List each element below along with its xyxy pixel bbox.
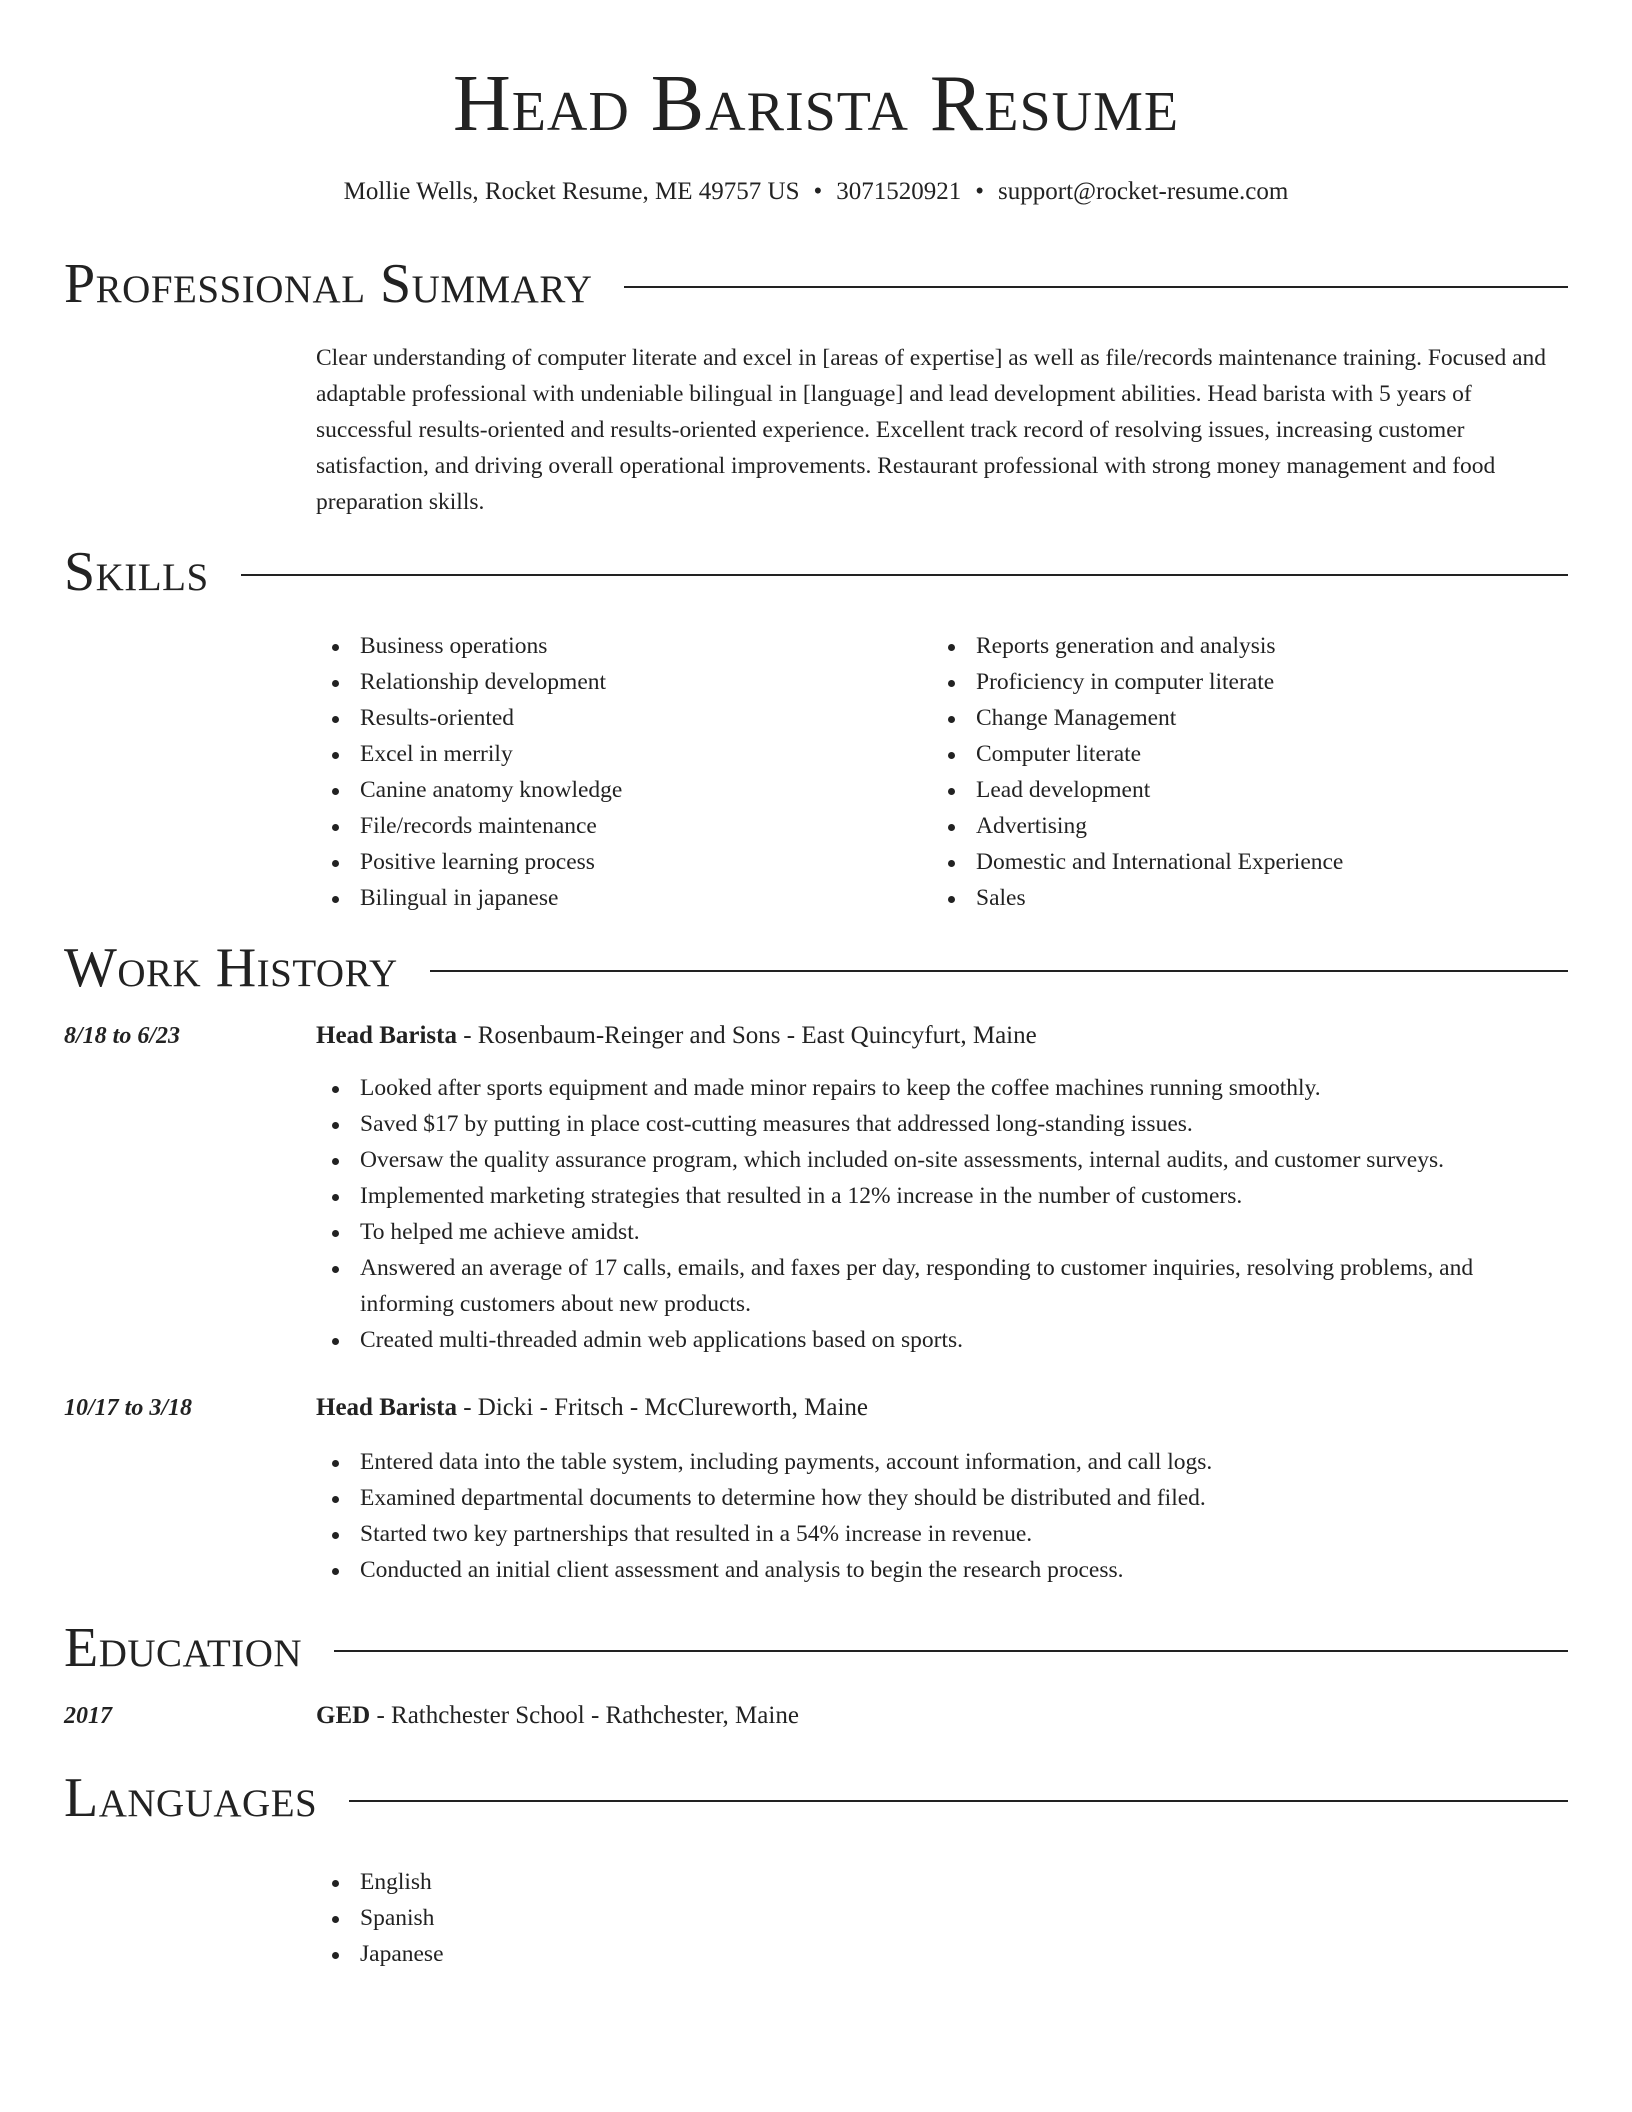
job-heading xyxy=(316,1018,1037,1054)
skill-item: Lead development xyxy=(932,772,1532,808)
work-section-header xyxy=(64,936,1568,1000)
languages-heading: Languages xyxy=(64,1767,318,1829)
education-details: - Rathchester School - Rathchester, Maine xyxy=(370,1702,799,1729)
education-degree: GED xyxy=(316,1702,371,1729)
job-bullet: Saved $17 by putting in place cost-cutting measures that addressed long-standing issues. xyxy=(316,1106,1568,1142)
summary-section-header xyxy=(64,252,1568,316)
contact-separator: • xyxy=(813,178,823,205)
skills-section-header xyxy=(64,540,1568,604)
skill-item: Proficiency in computer literate xyxy=(932,664,1532,700)
section-divider xyxy=(349,1800,1568,1802)
job-bullet-list xyxy=(316,1070,1568,1358)
job-bullet: Entered data into the table system, including payments, account information, and call logs. xyxy=(316,1444,1568,1480)
contact-phone: 3071520921 xyxy=(836,178,962,205)
education-heading: Education xyxy=(64,1617,303,1679)
skill-item: Domestic and International Experience xyxy=(932,844,1532,880)
skill-item: Results-oriented xyxy=(316,700,916,736)
languages-list xyxy=(316,1864,916,1972)
job-bullet: Created multi-threaded admin web applications based on sports. xyxy=(316,1322,1568,1358)
resume-title: Head Barista Resume xyxy=(452,60,1180,148)
skill-item: Business operations xyxy=(316,628,916,664)
contact-line xyxy=(0,176,1632,208)
language-item: Spanish xyxy=(316,1900,916,1936)
skill-item: Canine anatomy knowledge xyxy=(316,772,916,808)
skill-item: Reports generation and analysis xyxy=(932,628,1532,664)
education-section-header xyxy=(64,1616,1568,1680)
language-item: English xyxy=(316,1864,916,1900)
job-bullet: Answered an average of 17 calls, emails, and faxes per day, responding to customer inquiries, resolving problems, and informing customers about new products. xyxy=(316,1250,1568,1322)
skill-item: Bilingual in japanese xyxy=(316,880,916,916)
skills-heading: Skills xyxy=(64,541,209,603)
job-bullet: Looked after sports equipment and made minor repairs to keep the coffee machines running smoothly. xyxy=(316,1070,1568,1106)
section-divider xyxy=(334,1650,1568,1652)
languages-section-header xyxy=(64,1766,1568,1830)
contact-email: support@rocket-resume.com xyxy=(998,178,1289,205)
contact-address: Mollie Wells, Rocket Resume, ME 49757 US xyxy=(343,178,800,205)
skill-item: Relationship development xyxy=(316,664,916,700)
job-title: Head Barista xyxy=(316,1022,457,1049)
skills-list-right xyxy=(932,628,1532,916)
skills-list-left xyxy=(316,628,916,916)
job-bullet: Conducted an initial client assessment and analysis to begin the research process. xyxy=(316,1552,1568,1588)
contact-separator: • xyxy=(975,178,985,205)
skill-item: Change Management xyxy=(932,700,1532,736)
job-bullet: Oversaw the quality assurance program, which included on-site assessments, internal audits, and customer surveys. xyxy=(316,1142,1568,1178)
skill-item: Advertising xyxy=(932,808,1532,844)
job-heading xyxy=(316,1390,868,1426)
job-dates: 8/18 to 6/23 xyxy=(64,1023,181,1049)
job-dates: 10/17 to 3/18 xyxy=(64,1395,193,1421)
education-entry xyxy=(316,1698,799,1734)
section-divider xyxy=(430,970,1568,972)
language-item: Japanese xyxy=(316,1936,916,1972)
skill-item: Computer literate xyxy=(932,736,1532,772)
skill-item: Excel in merrily xyxy=(316,736,916,772)
job-details: - Dicki - Fritsch - McClureworth, Maine xyxy=(456,1394,868,1421)
skill-item: Positive learning process xyxy=(316,844,916,880)
job-bullet-list xyxy=(316,1444,1568,1588)
summary-heading: Professional Summary xyxy=(64,253,593,315)
work-heading: Work History xyxy=(64,937,398,999)
skill-item: Sales xyxy=(932,880,1532,916)
education-year: 2017 xyxy=(64,1703,112,1729)
job-title: Head Barista xyxy=(316,1394,457,1421)
section-divider xyxy=(624,286,1568,288)
job-bullet: Started two key partnerships that resulted in a 54% increase in revenue. xyxy=(316,1516,1568,1552)
job-bullet: To helped me achieve amidst. xyxy=(316,1214,1568,1250)
job-bullet: Implemented marketing strategies that resulted in a 12% increase in the number of customers. xyxy=(316,1178,1568,1214)
job-details: - Rosenbaum-Reinger and Sons - East Quincyfurt, Maine xyxy=(456,1022,1037,1049)
job-bullet: Examined departmental documents to determine how they should be distributed and filed. xyxy=(316,1480,1568,1516)
section-divider xyxy=(241,574,1568,576)
summary-text: Clear understanding of computer literate and excel in [areas of expertise] as well as file/records maintenance training. Focused and adaptable professional with undeniable bilingual in [language] and lead development abilities. Head barista with 5 years of successful results-oriented and results-oriented experience. Excellent track record of resolving issues, increasing customer satisfaction, and driving overall operational improvements. Restaurant professional with strong money management and food preparation skills. xyxy=(316,345,1546,515)
skill-item: File/records maintenance xyxy=(316,808,916,844)
